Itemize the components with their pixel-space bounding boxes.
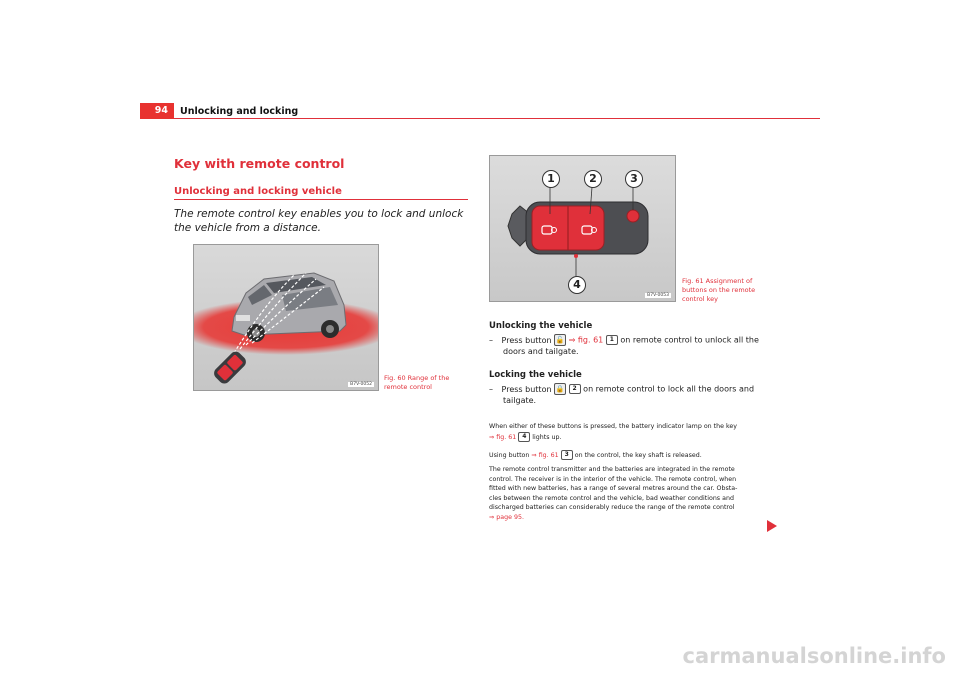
dash: – xyxy=(489,384,493,394)
note-text: on the control, the key shaft is released. xyxy=(574,452,702,459)
unlocking-heading: Unlocking the vehicle xyxy=(489,321,593,331)
note-line: discharged batteries can considerably reduce the range of the remote control xyxy=(489,504,735,511)
section-title: Key with remote control xyxy=(174,156,345,171)
note-line xyxy=(489,432,779,443)
step-text: on remote control to unlock all the xyxy=(620,335,759,345)
header-rule xyxy=(174,118,820,119)
battery-lamp-icon xyxy=(574,254,578,258)
running-title: Unlocking and locking xyxy=(180,106,299,117)
note-key-release xyxy=(489,450,779,461)
subsection-title: Unlocking and locking vehicle xyxy=(174,186,342,197)
key-fob-icon xyxy=(212,349,249,386)
callout-1: 1 xyxy=(606,335,618,345)
note-line: control. The receiver is in the interior of the vehicle. The remote control, when xyxy=(489,475,737,483)
fig-ref: ⇒ fig. 61 xyxy=(531,452,559,459)
note-battery-lamp xyxy=(489,422,779,442)
note-line: fitted with new batteries, has a range of several metres around the car. Obsta- xyxy=(489,485,738,492)
label-2: 2 xyxy=(584,170,602,188)
fig-ref: ⇒ fig. 61 xyxy=(568,335,604,345)
dash: – xyxy=(489,335,493,345)
label-4: 4 xyxy=(568,276,586,294)
page-number: 94 xyxy=(140,103,174,119)
callout-2: 2 xyxy=(569,384,581,394)
watermark: carmanualsonline.info xyxy=(682,644,946,668)
unlocking-step xyxy=(489,334,779,347)
press-text: Press button xyxy=(501,335,552,345)
figure-61-caption: Fig. 61 Assignment of buttons on the remote control key xyxy=(682,277,756,303)
intro-text: The remote control key enables you to lock and unlock the vehicle from a distance. xyxy=(174,208,464,234)
note-line: cles between the remote control and the vehicle, bad weather conditions and xyxy=(489,494,734,502)
figure-61-key-buttons xyxy=(489,155,676,302)
figure-code: B7V-0052 xyxy=(350,382,372,387)
subsection-rule xyxy=(174,199,468,200)
lock-key-icon: 🔒 xyxy=(555,385,565,393)
note-range xyxy=(489,465,779,522)
callout-3: 3 xyxy=(561,450,573,460)
note-line: When either of these buttons is pressed, the battery indicator lamp on the key xyxy=(489,423,738,430)
locking-step xyxy=(489,383,779,396)
note-line: The remote control transmitter and the batteries are integrated in the remote xyxy=(489,466,735,473)
unlock-key-icon: 🔓 xyxy=(555,336,565,344)
label-1: 1 xyxy=(542,170,560,188)
note-text: lights up. xyxy=(532,433,562,441)
figure-60-remote-range xyxy=(193,244,379,391)
locking-step-cont: tailgate. xyxy=(503,396,537,405)
fig-ref: ⇒ fig. 61 xyxy=(489,433,517,441)
unlocking-step-cont: doors and tailgate. xyxy=(503,347,579,356)
car-icon xyxy=(232,273,346,342)
callout-4: 4 xyxy=(518,432,530,442)
page-ref-link[interactable]: ⇒ page 95. xyxy=(489,513,525,521)
press-text: Press button xyxy=(501,384,552,394)
remote-range-illustration xyxy=(194,245,379,391)
figure-60-caption: Fig. 60 Range of the remote control xyxy=(384,374,450,391)
figure-code: B7V-0053 xyxy=(647,293,669,298)
note-text: Using button xyxy=(489,452,530,459)
label-3: 3 xyxy=(625,170,643,188)
locking-heading: Locking the vehicle xyxy=(489,370,582,380)
release-button-icon xyxy=(627,210,639,222)
step-text: on remote control to lock all the doors and xyxy=(583,384,755,394)
continue-arrow-icon[interactable] xyxy=(767,520,777,532)
